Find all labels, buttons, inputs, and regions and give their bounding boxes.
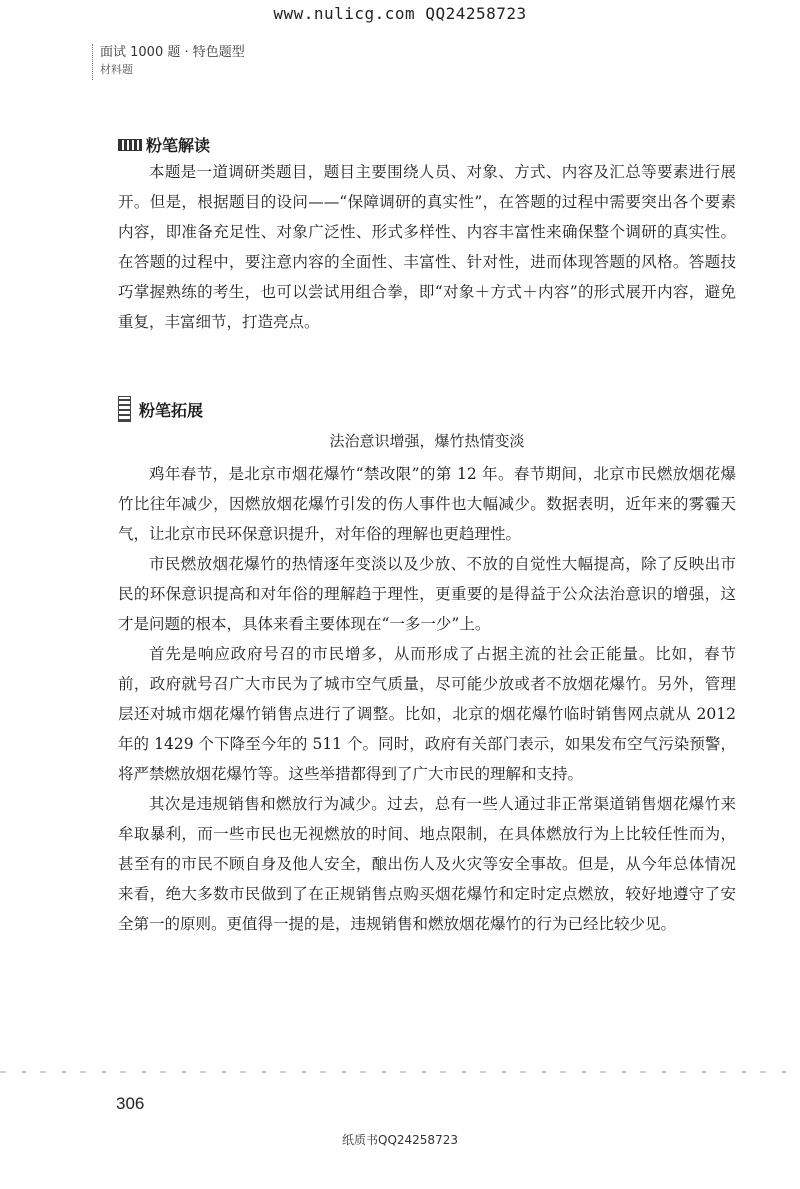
section-label: 材料题 bbox=[100, 63, 133, 76]
paragraph: 首先是响应政府号召的市民增多，从而形成了占据主流的社会正能量。比如，春节前，政府就号召广大市民为了城市空气质量，尽可能少放或者不放烟花爆竹。另外，管理层还对城市烟花爆竹销售点进行了调整。比如，北京的烟花爆竹临时销售网点就从 2012 年的 1429 个下降至今年的 511 个。同时，政府有关部门表示，如果发布空气污染预警，将严禁燃放烟花爆竹等。这些举措都得到了广大市民的理解和支持。 bbox=[118, 645, 736, 783]
paragraph: 其次是违规销售和燃放行为减少。过去，总有一些人通过非正常渠道销售烟花爆竹来牟取暴利，而一些市民也无视燃放的时间、地点限制，在具体燃放行为上比较任性而为，甚至有的市民不顾自身及他人安全，酿出伤人及火灾等安全事故。但是，从今年总体情况来看，绝大多数市民做到了在正规销售点购买烟花爆竹和定时定点燃放，较好地遵守了安全第一的原则。更值得一提的是，违规销售和燃放烟花爆竹的行为已经比较少见。 bbox=[118, 795, 736, 933]
section-heading-interpretation bbox=[118, 133, 210, 156]
section-marker-icon bbox=[118, 139, 142, 151]
watermark-bottom: 纸质书QQ24258723 bbox=[342, 1133, 458, 1147]
header-divider bbox=[92, 44, 93, 80]
section-marker-icon bbox=[118, 396, 131, 422]
interpretation-body bbox=[118, 157, 736, 337]
book-title: 面试 1000 题 · 特色题型 bbox=[100, 45, 245, 60]
paragraph: 本题是一道调研类题目，题目主要围绕人员、对象、方式、内容及汇总等要素进行展开。但是，根据题目的设问——“保障调研的真实性”，在答题的过程中需要突出各个要素内容，即准备充足性、对象广泛性、形式多样性、内容丰富性来确保整个调研的真实性。在答题的过程中，要注意内容的全面性、丰富性、针对性，进而体现答题的风格。答题技巧掌握熟练的考生，也可以尝试用组合拳，即“对象＋方式＋内容”的形式展开内容，避免重复，丰富细节，打造亮点。 bbox=[118, 163, 736, 331]
scan-artifact-line bbox=[0, 1071, 800, 1073]
section-heading-text: 粉笔解读 bbox=[146, 136, 211, 155]
paragraph: 鸡年春节，是北京市烟花爆竹“禁改限”的第 12 年。春节期间，北京市民燃放烟花爆竹比往年减少，因燃放烟花爆竹引发的伤人事件也大幅减少。数据表明，近年来的雾霾天气，让北京市民环保意识提升，对年俗的理解也更趋理性。 bbox=[118, 465, 736, 543]
paragraph: 市民燃放烟花爆竹的热情逐年变淡以及少放、不放的自觉性大幅提高，除了反映出市民的环保意识提高和对年俗的理解趋于理性，更重要的是得益于公众法治意识的增强，这才是问题的根本，具体来看主要体现在“一多一少”上。 bbox=[118, 555, 736, 633]
section-heading-extension bbox=[118, 396, 203, 422]
extension-body bbox=[118, 459, 736, 939]
page-number: 306 bbox=[116, 1094, 145, 1113]
article-title: 法治意识增强，爆竹热情变淡 bbox=[329, 432, 525, 450]
section-heading-text: 粉笔拓展 bbox=[139, 400, 204, 420]
watermark-top: www.nulicg.com QQ24258723 bbox=[273, 4, 527, 23]
running-head bbox=[100, 44, 245, 78]
